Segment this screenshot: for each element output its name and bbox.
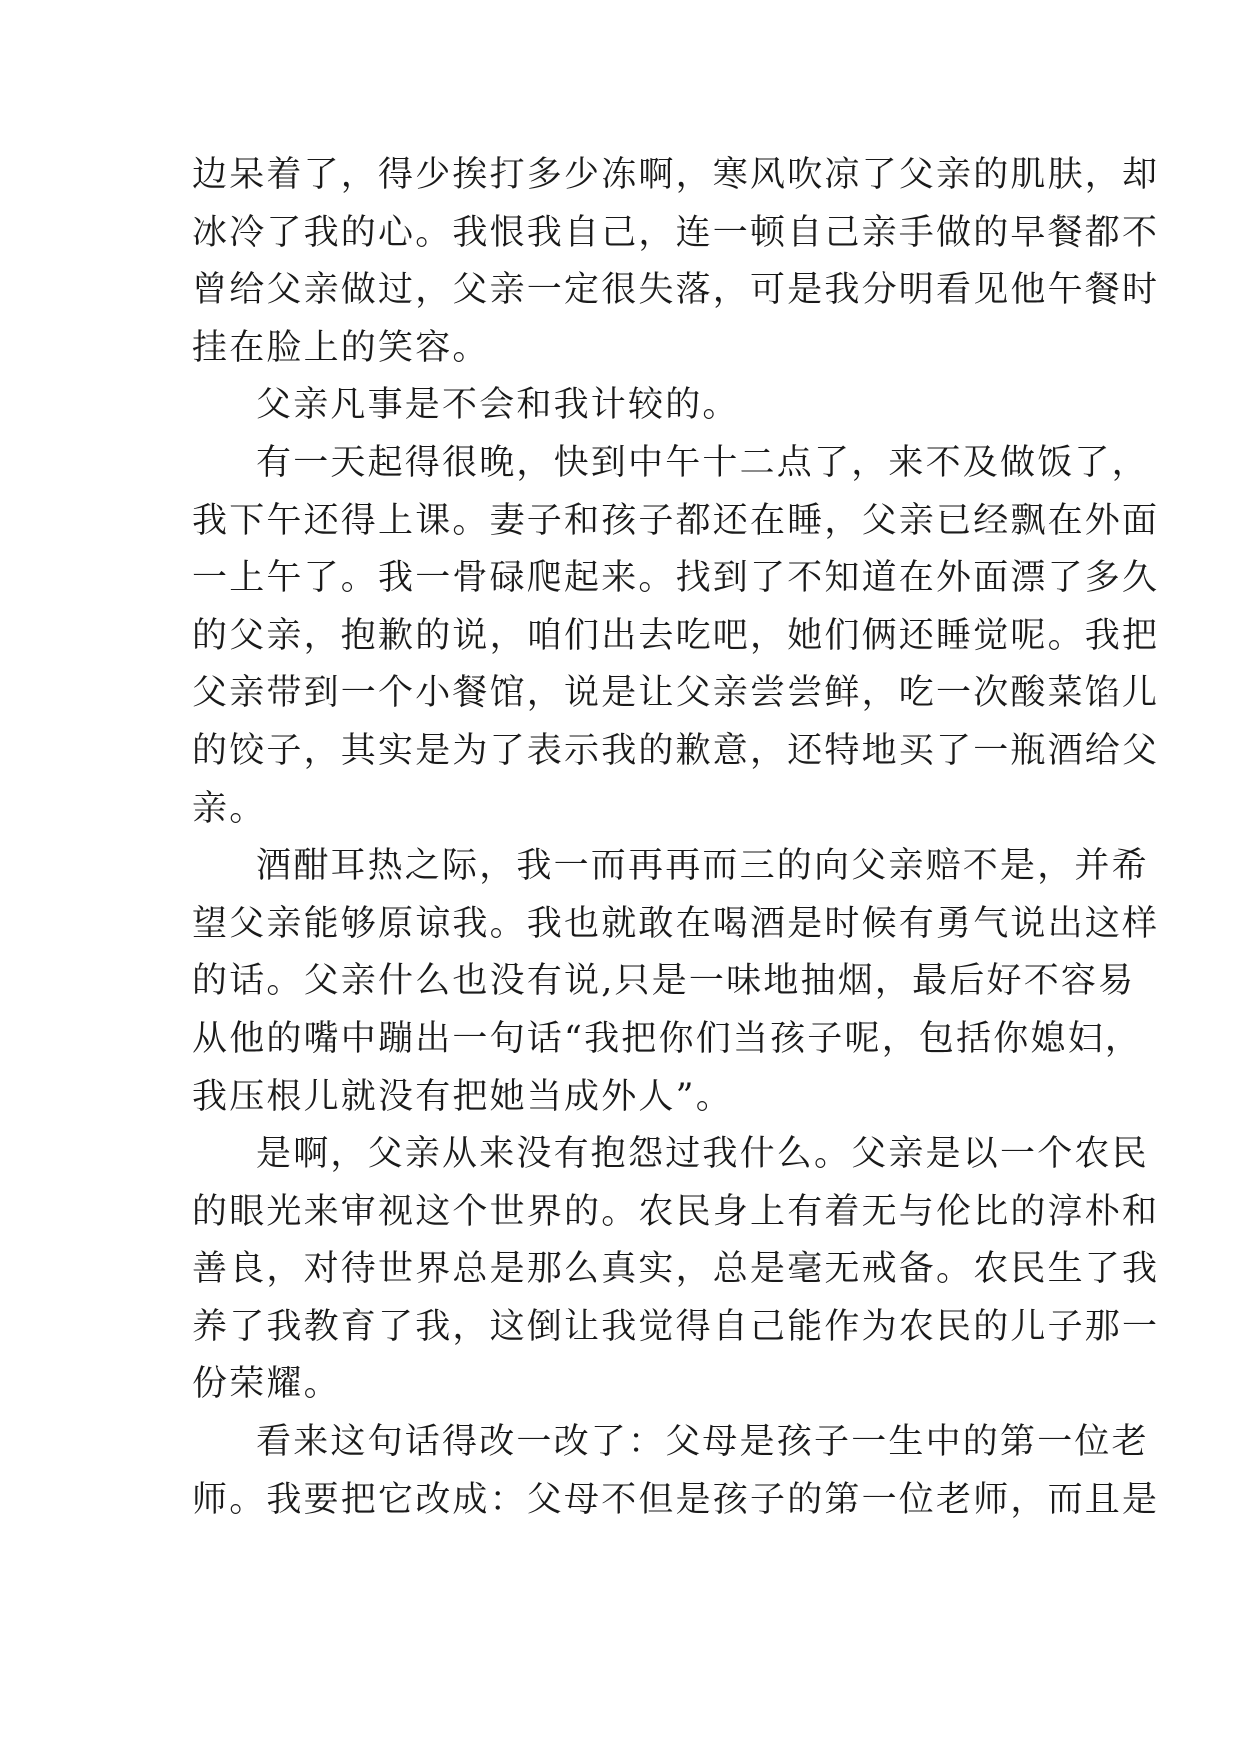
text-line: 父亲凡事是不会和我计较的。 <box>256 385 740 426</box>
text-line: 亲。 <box>192 788 267 829</box>
text-line: 是啊，父亲从来没有抱怨过我什么。父亲是以一个农民 <box>256 1134 1149 1175</box>
text-line: 我下午还得上课。妻子和孩子都还在睡，父亲已经飘在外面 <box>192 500 1160 541</box>
text-line: 师。我要把它改成：父母不但是孩子的第一位老师，而且是 <box>192 1479 1160 1520</box>
text-line: 养了我教育了我，这倒让我觉得自己能作为农民的儿子那一 <box>192 1306 1160 1347</box>
text-line: 边呆着了，得少挨打多少冻啊，寒风吹凉了父亲的肌肤，却 <box>192 155 1160 195</box>
text-line: 父亲带到一个小餐馆，说是让父亲尝尝鲜，吃一次酸菜馅儿 <box>192 673 1160 714</box>
body-text <box>192 147 1160 1529</box>
text-line: 的话。父亲什么也没有说,只是一味地抽烟，最后好不容易 <box>192 961 1136 1002</box>
text-line: 挂在脸上的笑容。 <box>192 327 490 368</box>
text-line: 曾给父亲做过，父亲一定很失落，可是我分明看见他午餐时 <box>192 270 1160 311</box>
text-line: 的父亲，抱歉的说，咱们出去吃吧，她们俩还睡觉呢。我把 <box>192 615 1160 656</box>
text-line: 冰冷了我的心。我恨我自己，连一顿自己亲手做的早餐都不 <box>192 212 1160 253</box>
text-line: 善良，对待世界总是那么真实，总是毫无戒备。农民生了我 <box>192 1249 1160 1290</box>
text-line: 的眼光来审视这个世界的。农民身上有着无与伦比的淳朴和 <box>192 1191 1160 1232</box>
text-line: 有一天起得很晚，快到中午十二点了，来不及做饭了， <box>256 442 1149 483</box>
text-line: 的饺子，其实是为了表示我的歉意，还特地买了一瓶酒给父 <box>192 730 1160 771</box>
text-line: 一上午了。我一骨碌爬起来。找到了不知道在外面漂了多久 <box>192 558 1160 599</box>
text-line: 看来这句话得改一改了：父母是孩子一生中的第一位老 <box>256 1422 1149 1463</box>
text-line: 我压根儿就没有把她当成外人”。 <box>192 1076 733 1117</box>
text-line: 份荣耀。 <box>192 1364 341 1405</box>
text-line: 酒酣耳热之际，我一而再再而三的向父亲赔不是，并希 <box>256 846 1149 887</box>
text-line: 从他的嘴中蹦出一句话“我把你们当孩子呢，包括你媳妇， <box>192 1018 1143 1059</box>
text-line: 望父亲能够原谅我。我也就敢在喝酒是时候有勇气说出这样 <box>192 903 1160 944</box>
